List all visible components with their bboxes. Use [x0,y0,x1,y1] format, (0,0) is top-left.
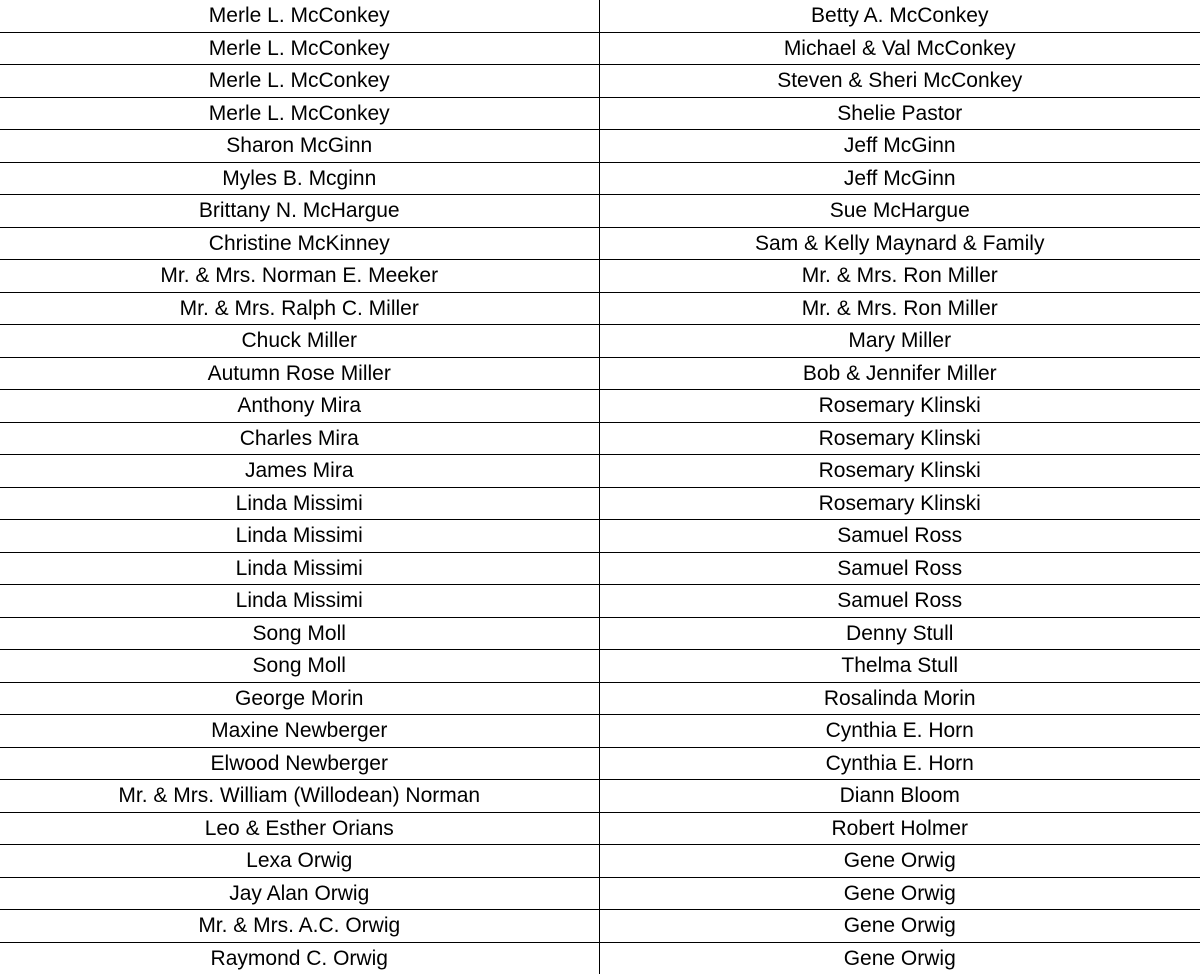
honoree-name-cell: Sharon McGinn [0,130,599,163]
table-row [0,780,1200,813]
table-row [0,162,1200,195]
honoree-name-cell: Charles Mira [0,422,599,455]
honoree-name-cell: Mr. & Mrs. Ralph C. Miller [0,292,599,325]
donor-name-cell: Rosemary Klinski [599,422,1200,455]
donor-name-cell: Jeff McGinn [599,130,1200,163]
table-row [0,747,1200,780]
table-row [0,227,1200,260]
donor-name-cell: Denny Stull [599,617,1200,650]
table-row [0,682,1200,715]
donor-name-cell: Jeff McGinn [599,162,1200,195]
table-row [0,845,1200,878]
honoree-name-cell: Merle L. McConkey [0,65,599,98]
honoree-name-cell: Myles B. Mcginn [0,162,599,195]
table-row [0,877,1200,910]
table-row [0,325,1200,358]
donor-name-cell: Robert Holmer [599,812,1200,845]
donor-name-cell: Gene Orwig [599,910,1200,943]
donor-name-cell: Michael & Val McConkey [599,32,1200,65]
table-row [0,455,1200,488]
donor-name-cell: Rosemary Klinski [599,390,1200,423]
honoree-name-cell: Raymond C. Orwig [0,942,599,974]
honoree-name-cell: Mr. & Mrs. William (Willodean) Norman [0,780,599,813]
honoree-name-cell: James Mira [0,455,599,488]
donor-name-cell: Mr. & Mrs. Ron Miller [599,292,1200,325]
table-row [0,617,1200,650]
honoree-name-cell: Song Moll [0,617,599,650]
table-row [0,195,1200,228]
honoree-name-cell: Merle L. McConkey [0,32,599,65]
donor-name-cell: Samuel Ross [599,520,1200,553]
donor-name-cell: Gene Orwig [599,845,1200,878]
donor-name-cell: Shelie Pastor [599,97,1200,130]
table-row [0,552,1200,585]
donor-name-cell: Sue McHargue [599,195,1200,228]
table-row [0,357,1200,390]
table-row [0,0,1200,32]
honoree-name-cell: Leo & Esther Orians [0,812,599,845]
honoree-name-cell: Lexa Orwig [0,845,599,878]
table-row [0,292,1200,325]
table-row [0,130,1200,163]
honoree-name-cell: Jay Alan Orwig [0,877,599,910]
honoree-name-cell: Song Moll [0,650,599,683]
table-row [0,942,1200,974]
table-row [0,390,1200,423]
honoree-name-cell: Linda Missimi [0,520,599,553]
donor-name-cell: Samuel Ross [599,585,1200,618]
donor-name-cell: Betty A. McConkey [599,0,1200,32]
donor-name-cell: Samuel Ross [599,552,1200,585]
honoree-name-cell: Linda Missimi [0,585,599,618]
donor-name-cell: Diann Bloom [599,780,1200,813]
donor-name-cell: Mary Miller [599,325,1200,358]
table-row [0,422,1200,455]
table-row [0,520,1200,553]
honoree-name-cell: Merle L. McConkey [0,0,599,32]
honoree-name-cell: Elwood Newberger [0,747,599,780]
donor-name-cell: Gene Orwig [843,946,956,970]
table-row [0,97,1200,130]
honoree-name-cell: Mr. & Mrs. Norman E. Meeker [0,260,599,293]
table-row [0,650,1200,683]
honoree-name-cell: Merle L. McConkey [0,97,599,130]
table-row [0,910,1200,943]
donor-name-cell: Rosalinda Morin [599,682,1200,715]
honoree-name-cell: Linda Missimi [0,552,599,585]
honoree-name-cell: Anthony Mira [0,390,599,423]
table-row [0,715,1200,748]
table-row [0,585,1200,618]
honoree-name-cell: Autumn Rose Miller [0,357,599,390]
donor-name-cell: Gene Orwig [599,877,1200,910]
donor-name-cell: Rosemary Klinski [599,455,1200,488]
honoree-name-cell: George Morin [0,682,599,715]
donor-name-cell: Mr. & Mrs. Ron Miller [599,260,1200,293]
donor-name-cell: Bob & Jennifer Miller [599,357,1200,390]
table-row [0,65,1200,98]
table-row [0,32,1200,65]
honoree-name-cell: Brittany N. McHargue [0,195,599,228]
donor-name-cell: Steven & Sheri McConkey [599,65,1200,98]
donor-name-cell: Thelma Stull [599,650,1200,683]
honoree-name-cell: Mr. & Mrs. A.C. Orwig [0,910,599,943]
honoree-name-cell: Linda Missimi [0,487,599,520]
donor-name-cell: Cynthia E. Horn [599,715,1200,748]
honoree-name-cell: Chuck Miller [0,325,599,358]
donor-name-cell: Sam & Kelly Maynard & Family [599,227,1200,260]
honoree-name-cell: Maxine Newberger [0,715,599,748]
table-row [0,260,1200,293]
donor-name-cell: Cynthia E. Horn [599,747,1200,780]
table-row [0,812,1200,845]
table-row [0,487,1200,520]
honoree-name-cell: Christine McKinney [0,227,599,260]
donor-name-cell: Rosemary Klinski [599,487,1200,520]
